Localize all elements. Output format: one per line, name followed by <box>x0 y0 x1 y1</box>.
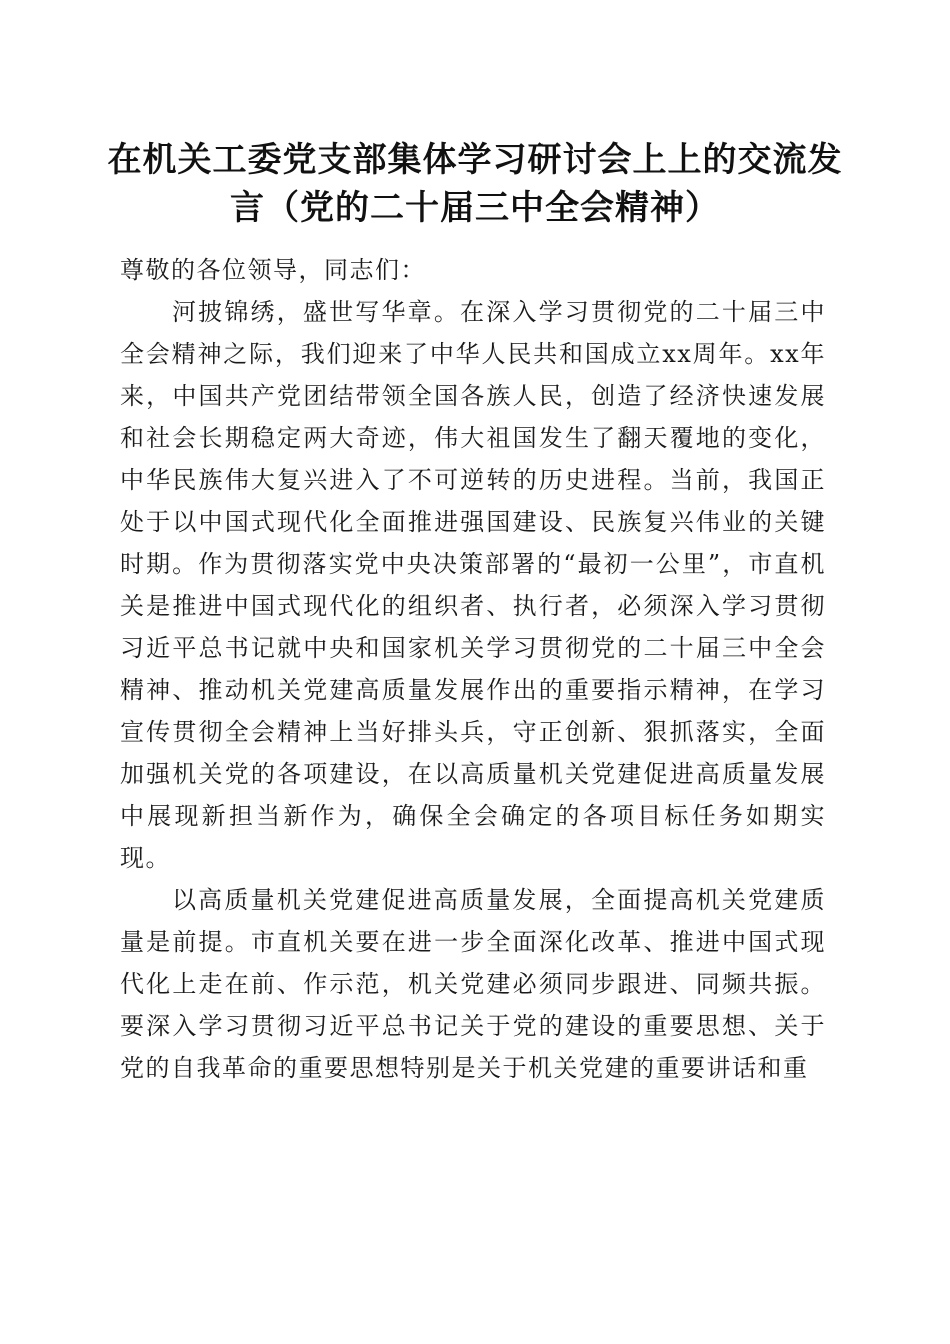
document-body <box>120 249 826 1089</box>
paragraph-2: 以高质量机关党建促进高质量发展，全面提高机关党建质量是前提。市直机关要在进一步全面深化改革、推进中国式现代化上走在前、作示范，机关党建必须同步跟进、同频共振。要深入学习贯彻习近平总书记关于党的建设的重要思想、关于党的自我革命的重要思想特别是关于机关党建的重要讲话和重 <box>120 886 826 1082</box>
paragraph-1: 河披锦绣，盛世写华章。在深入学习贯彻党的二十届三中全会精神之际，我们迎来了中华人民共和国成立xx周年。xx年来，中国共产党团结带领全国各族人民，创造了经济快速发展和社会长期稳定两大奇迹，伟大祖国发生了翻天覆地的变化，中华民族伟大复兴进入了不可逆转的历史进程。当前，我国正处于以中国式现代化全面推进强国建设、民族复兴伟业的关键时期。作为贯彻落实党中央决策部署的“最初一公里”，市直机关是推进中国式现代化的组织者、执行者，必须深入学习贯彻习近平总书记就中央和国家机关学习贯彻党的二十届三中全会精神、推动机关党建高质量发展作出的重要指示精神，在学习宣传贯彻全会精神上当好排头兵，守正创新、狠抓落实，全面加强机关党的各项建设，在以高质量机关党建促进高质量发展中展现新担当新作为，确保全会确定的各项目标任务如期实现。 <box>120 298 826 872</box>
document-title: 在机关工委党支部集体学习研讨会上上的交流发言（党的二十届三中全会精神） <box>107 140 843 228</box>
salutation: 尊敬的各位领导，同志们： <box>120 256 426 284</box>
